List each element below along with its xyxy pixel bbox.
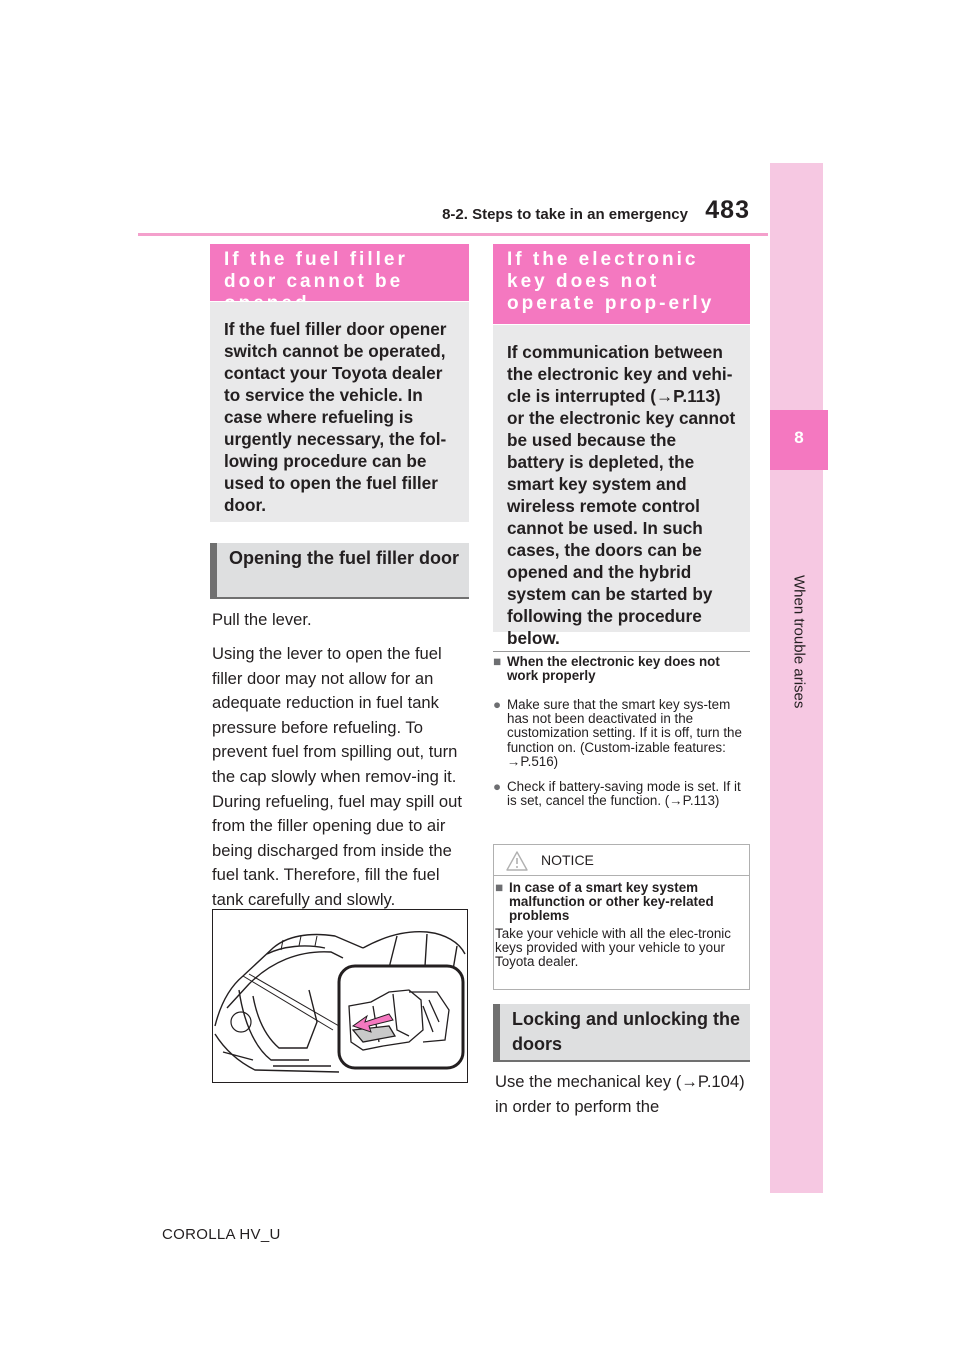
circle-bullet-icon: ● — [493, 779, 502, 794]
notice-heading — [495, 881, 745, 924]
footer-model: COROLLA HV_U — [162, 1226, 281, 1243]
intro-box-fuel-door: If the fuel filler door opener switch cannot be operated, contact your Toyota dealer to service the vehicle. In case where refueling is urgently necessary, the fol-lowing procedure can be used to open the fuel filler door. — [210, 302, 469, 522]
mechanical-key-paragraph: Use the mechanical key (→P.104) in order to perform the — [495, 1072, 745, 1116]
notice-body: Take your vehicle with all the elec-tronic keys provided with your vehicle to your Toyota dealer. — [495, 926, 731, 970]
notice-title: NOTICE — [541, 852, 594, 868]
fuel-lever-illustration — [212, 909, 468, 1083]
header-rule — [138, 233, 768, 236]
subheading-locking-unlocking: Locking and unlocking the doors — [493, 1004, 750, 1062]
running-header-title: 8-2. Steps to take in an emergency — [442, 206, 688, 223]
car-trunk-lever-drawing — [213, 910, 467, 1082]
chapter-number: 8 — [794, 428, 804, 447]
info-heading — [493, 655, 750, 683]
info-bullet — [493, 698, 750, 769]
info-bullet — [493, 780, 750, 808]
section-banner-fuel-door: If the fuel filler door cannot be — [210, 244, 469, 301]
chapter-label-container — [756, 532, 842, 752]
notice-rule — [493, 875, 750, 876]
subheading-opening-fuel-door: Opening the fuel filler door — [210, 543, 469, 599]
info-bullet-text: Make sure that the smart key sys-tem has not been deactivated in the customization setting. If it is off, turn the function on. (Custom-izable features: →P.516) — [507, 697, 742, 769]
notice-heading-text: In case of a smart key system malfunction or other key-related problems — [509, 880, 714, 924]
info-rule — [493, 651, 750, 652]
section-banner-electronic-key: If the electronic key does not operate prop-erly — [493, 244, 750, 324]
circle-bullet-icon: ● — [493, 697, 502, 712]
info-bullet-text: Check if battery-saving mode is set. If it is set, cancel the function. (→P.113) — [507, 779, 741, 809]
square-bullet-icon: ■ — [493, 654, 502, 669]
info-heading-text: When the electronic key does not work properly — [507, 654, 720, 684]
chapter-label: When trouble arises — [790, 575, 808, 709]
page-number: 483 — [705, 196, 750, 224]
warning-triangle-icon — [505, 850, 529, 872]
caution-paragraph: Using the lever to open the fuel filler door may not allow for an adequate reduction in fuel tank pressure before refueling. To prevent fuel from spilling out, turn the cap slowly when remov-ing it. During refueling, fuel may spill out from the filler opening due to air being discharged from inside the fuel tank. Therefore, fill the fuel tank carefully and slowly. — [212, 644, 462, 909]
square-bullet-icon: ■ — [495, 880, 504, 895]
intro-box-electronic-key: If communication between the electronic key and vehi-cle is interrupted (→P.113) or the electronic key cannot be used because the battery is depleted, the smart key system and wireless remote control cannot be used. In such cases, the doors can be opened and the hybrid system can be started by following the procedure below. — [493, 325, 750, 632]
step-text: Pull the lever. — [212, 610, 312, 629]
